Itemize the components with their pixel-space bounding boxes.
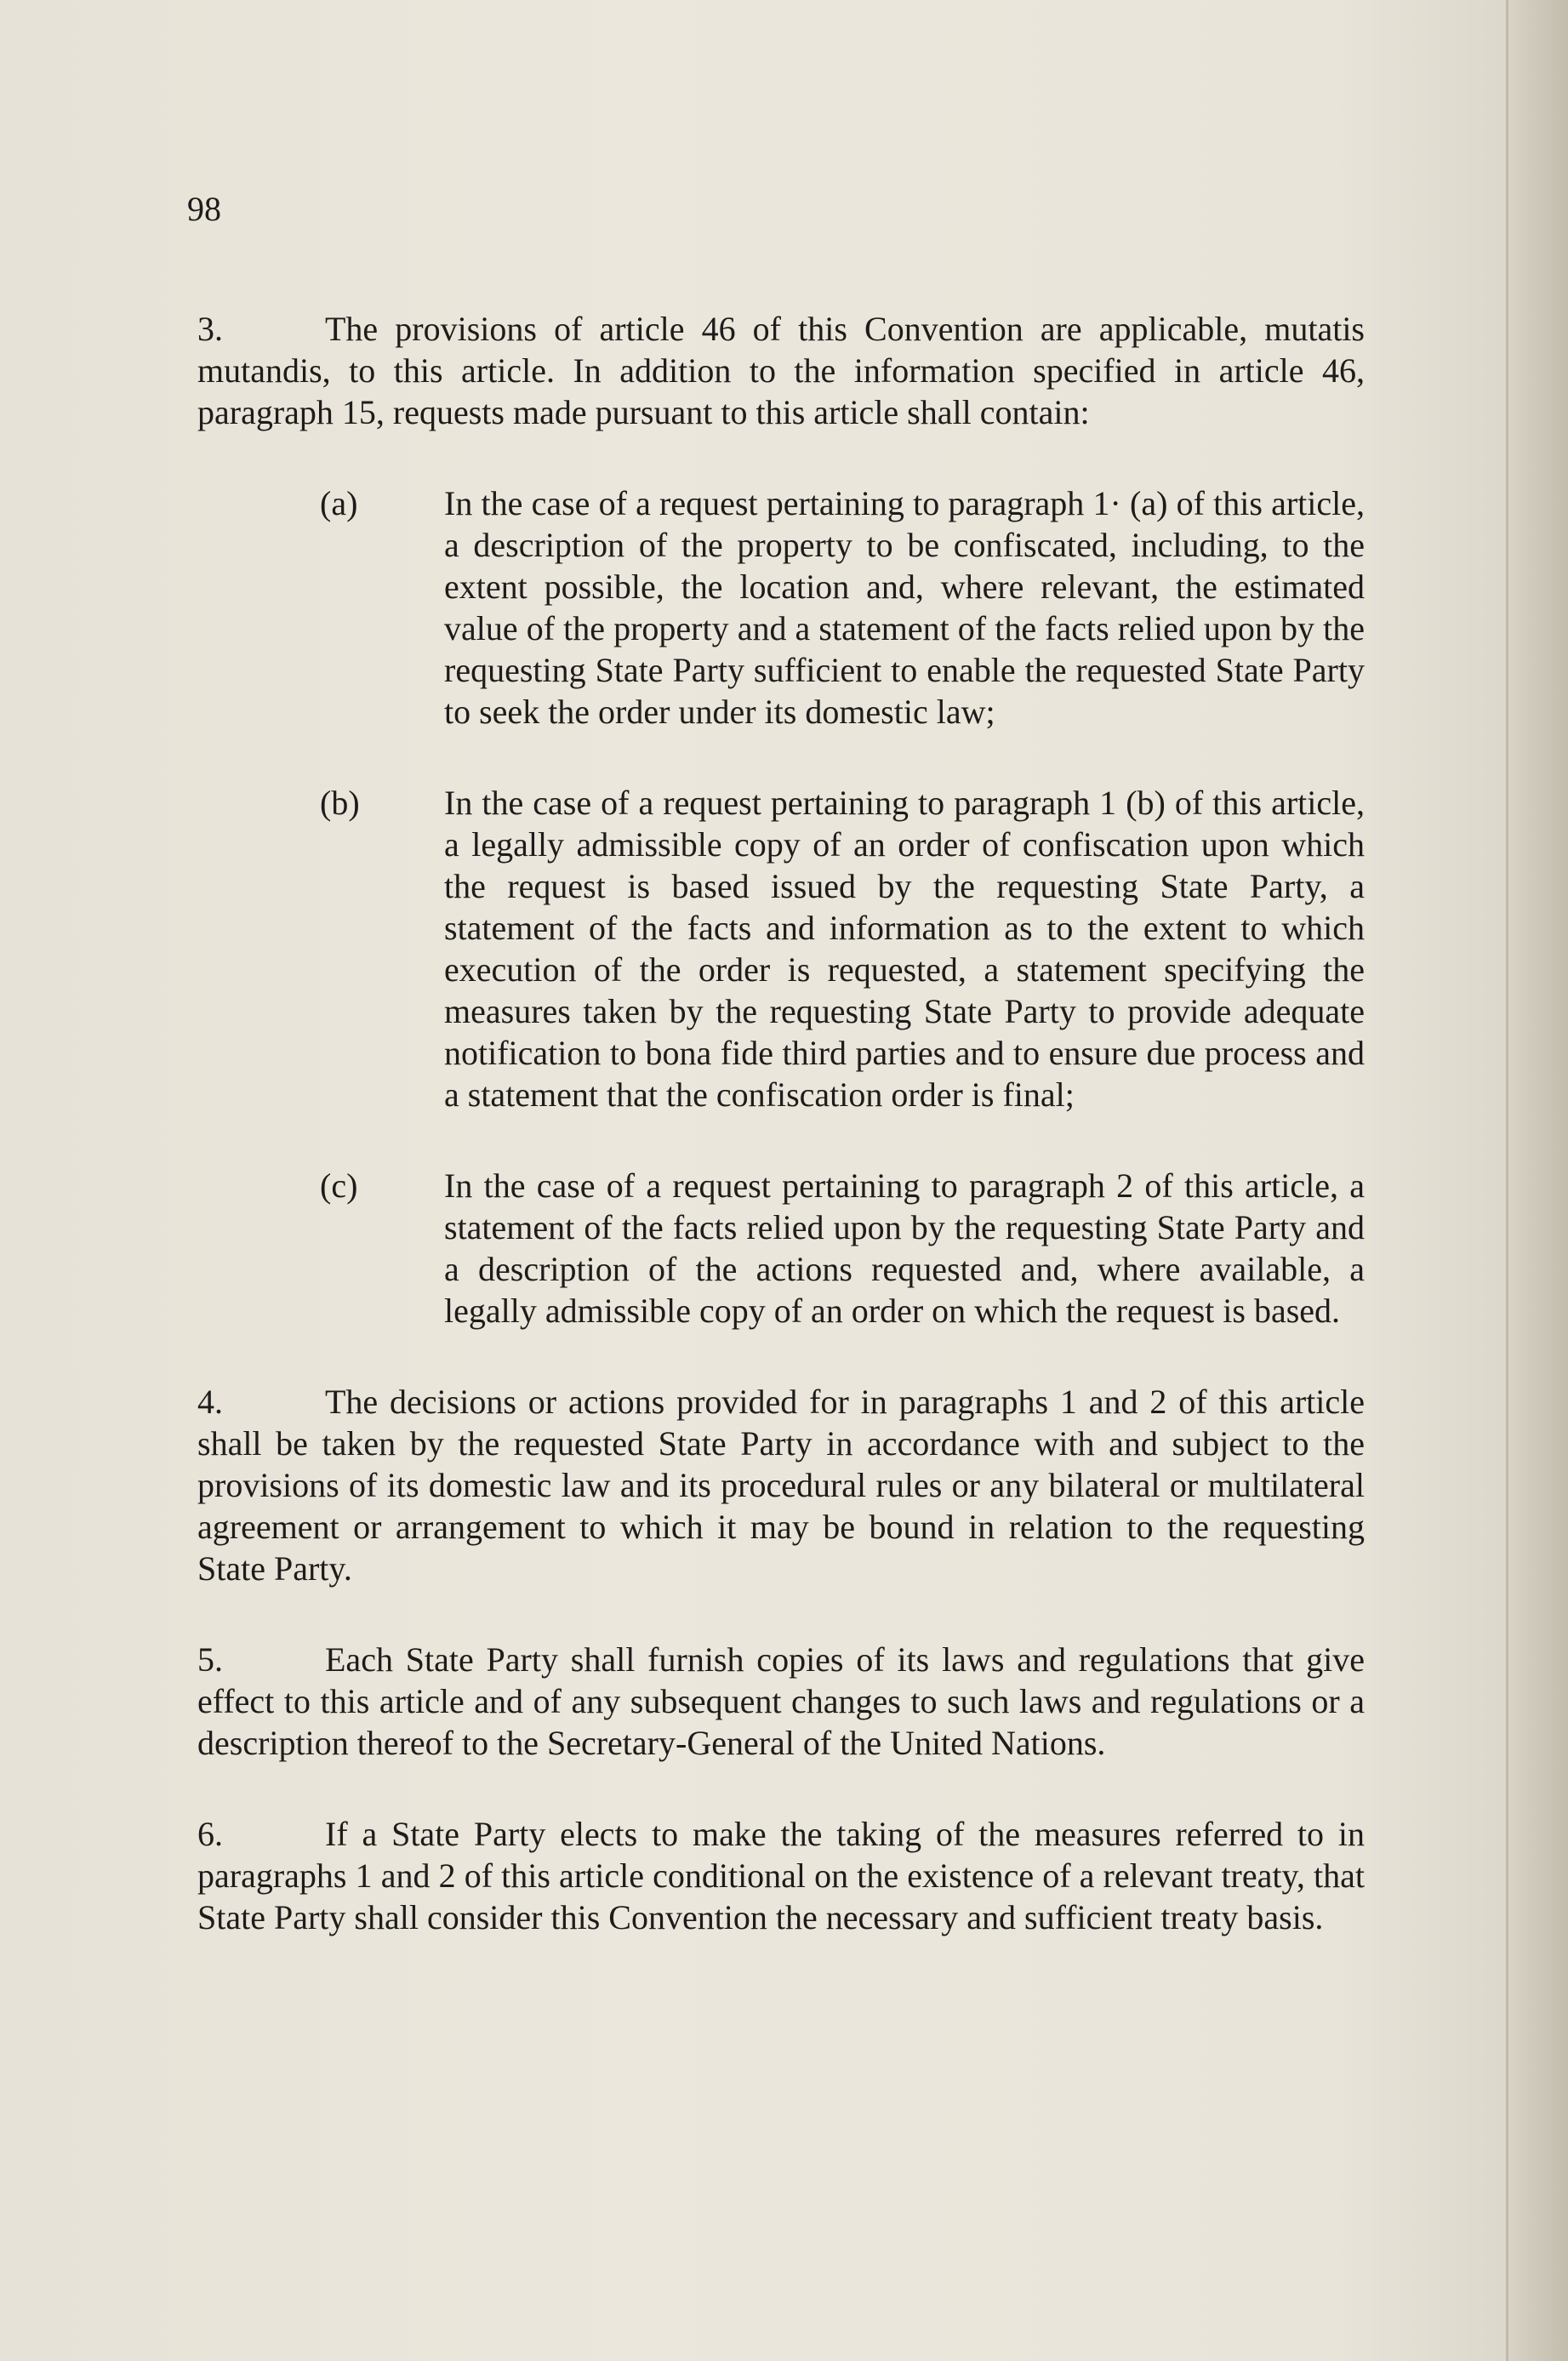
paragraph-text: The decisions or actions provided for in paragraphs 1 and 2 of this article shall be taken by the requested State Party in accordance with and subject to the provisions of its domestic law and its procedural rules or any bilateral or multilateral agreement or arrangement to which it may be bound in relation to the requesting State Party.	[197, 1383, 1365, 1588]
sub-item-label: (b)	[320, 784, 360, 822]
paragraph-3	[197, 308, 1365, 433]
sub-item-label: (a)	[320, 484, 358, 522]
sub-item-list	[197, 482, 1365, 1332]
paragraph-4	[197, 1381, 1365, 1589]
page-edge-shadow	[1507, 0, 1568, 2361]
document-body	[197, 308, 1365, 1987]
paragraph-6	[197, 1813, 1365, 1938]
paragraph-number: 3.	[197, 310, 223, 348]
paragraph-text: The provisions of article 46 of this Convention are applicable, mutatis mutandis, to this article. In addition to the information specified in article 46, paragraph 15, requests made pursuant to this article shall contain:	[197, 310, 1365, 431]
paragraph-number: 6.	[197, 1815, 223, 1853]
sub-item-text: In the case of a request pertaining to paragraph 2 of this article, a statement of the facts relied upon by the requesting State Party and a description of the actions requested and, where available, a legally admissible copy of an order on which the request is based.	[444, 1166, 1365, 1330]
paragraph-text: If a State Party elects to make the taking of the measures referred to in paragraphs 1 and 2 of this article conditional on the existence of a relevant treaty, that State Party shall consider this Convention the necessary and sufficient treaty basis.	[197, 1815, 1365, 1936]
sub-item-text: In the case of a request pertaining to paragraph 1· (a) of this article, a description of the property to be confiscated, including, to the extent possible, the location and, where relevant, the estimated value of the property and a statement of the facts relied upon by the requesting State Party sufficient to enable the requested State Party to seek the order under its domestic law;	[444, 484, 1365, 731]
sub-item-label: (c)	[320, 1166, 358, 1205]
paragraph-text: Each State Party shall furnish copies of its laws and regulations that give effect to this article and of any subsequent changes to such laws and regulations or a description thereof to the Secretary-General of the United Nations.	[197, 1640, 1365, 1762]
paragraph-number: 5.	[197, 1640, 223, 1679]
paragraph-5	[197, 1639, 1365, 1764]
sub-item-text: In the case of a request pertaining to paragraph 1 (b) of this article, a legally admissible copy of an order of confiscation upon which the request is based issued by the requesting State Party, a statement of the facts and information as to the extent to which execution of the order is requested, a statement specifying the measures taken by the requesting State Party to provide adequate notification to bona fide third parties and to ensure due process and a statement that the confiscation order is final;	[444, 784, 1365, 1114]
sub-item-c	[197, 1165, 1365, 1332]
sub-item-a	[197, 482, 1365, 733]
sub-item-b	[197, 782, 1365, 1115]
page-number: 98	[187, 190, 221, 228]
page-edge-line	[1506, 0, 1508, 2361]
paragraph-number: 4.	[197, 1383, 223, 1421]
